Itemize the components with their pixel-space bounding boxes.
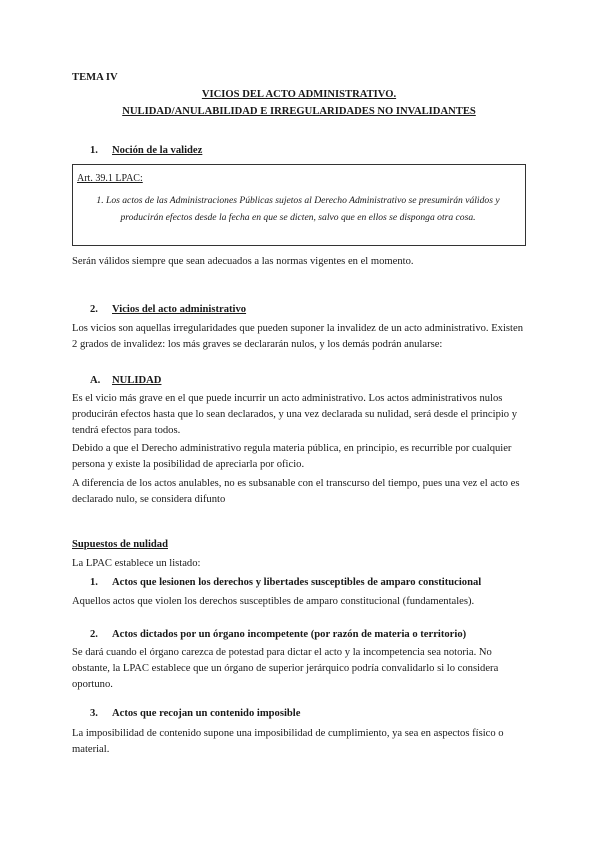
quote-text: 1. Los actos de las Administraciones Públicas sujetos al Derecho Administrativo se presumirán válidos y producirán efectos desde la fecha en que se dicten, salvo que en ellos se disponga otra cosa.	[96, 195, 500, 223]
supuesto-3-number: 3.	[90, 708, 98, 719]
nulidad-paragraph-1: Es el vicio más grave en el que puede incurrir un acto administrativo. Los actos administrativos nulos producirán efectos hasta que lo sean declarados, y una vez declarada su nulidad, será desde el principio y tendrá efectos para todos.	[72, 393, 518, 437]
nulidad-paragraph-3: A diferencia de los actos anulables, no es subsanable con el transcurso del tiempo, pues una vez el acto es declarado nulo, se considera difunto	[72, 478, 520, 506]
supuestos-intro: La LPAC establece un listado:	[72, 558, 201, 569]
tema-label: TEMA IV	[72, 72, 118, 83]
section-2-title: Vicios del acto administrativo	[112, 304, 247, 315]
supuesto-1-body: Aquellos actos que violen los derechos susceptibles de amparo constitucional (fundamentales).	[72, 596, 475, 607]
supuesto-1-number: 1.	[90, 577, 98, 588]
section-1-paragraph: Serán válidos siempre que sean adecuados a las normas vigentes en el momento.	[72, 256, 414, 267]
nulidad-title: NULIDAD	[112, 375, 162, 386]
title-line-2: NULIDAD/ANULABILIDAD E IRREGULARIDADES NO INVALIDANTES	[122, 106, 476, 117]
section-1-title: Noción de la validez	[112, 145, 203, 156]
legal-quote-box	[72, 164, 526, 246]
quote-reference: Art. 39.1 LPAC:	[77, 173, 143, 184]
supuesto-2-title: Actos dictados por un órgano incompetente (por razón de materia o territorio)	[112, 629, 467, 640]
nulidad-paragraph-2: Debido a que el Derecho administrativo regula materia pública, en principio, es recurrible por cualquier persona y existe la posibilidad de apreciarla por oficio.	[72, 443, 512, 471]
title-line-1: VICIOS DEL ACTO ADMINISTRATIVO.	[201, 89, 397, 100]
section-1-number: 1.	[90, 145, 98, 156]
section-2-number: 2.	[90, 304, 98, 315]
nulidad-heading	[90, 373, 161, 389]
supuesto-2-body: Se dará cuando el órgano carezca de potestad para dictar el acto y la incompetencia sea notoria. No obstante, la LPAC establece que un órgano de superior jerárquico podría convalidarlo si lo considera oportuno.	[72, 647, 499, 691]
supuestos-heading: Supuestos de nulidad	[72, 539, 168, 550]
supuesto-1-heading	[90, 575, 481, 591]
supuesto-1-title: Actos que lesionen los derechos y libertades susceptibles de amparo constitucional	[112, 577, 482, 588]
nulidad-letter: A.	[90, 375, 101, 386]
supuesto-2-heading	[90, 627, 466, 643]
supuesto-2-number: 2.	[90, 629, 98, 640]
section-2-intro: Los vicios son aquellas irregularidades que pueden suponer la invalidez de un acto administrativo. Existen 2 grados de invalidez: los más graves se declararán nulos, y los demás podrán anularse:	[72, 323, 523, 351]
section-2-heading	[90, 302, 246, 318]
supuesto-3-title: Actos que recojan un contenido imposible	[112, 708, 301, 719]
supuesto-3-heading	[90, 706, 300, 722]
section-1-heading	[90, 143, 202, 159]
supuesto-3-body: La imposibilidad de contenido supone una imposibilidad de cumplimiento, ya sea en aspectos físico o material.	[72, 728, 504, 756]
